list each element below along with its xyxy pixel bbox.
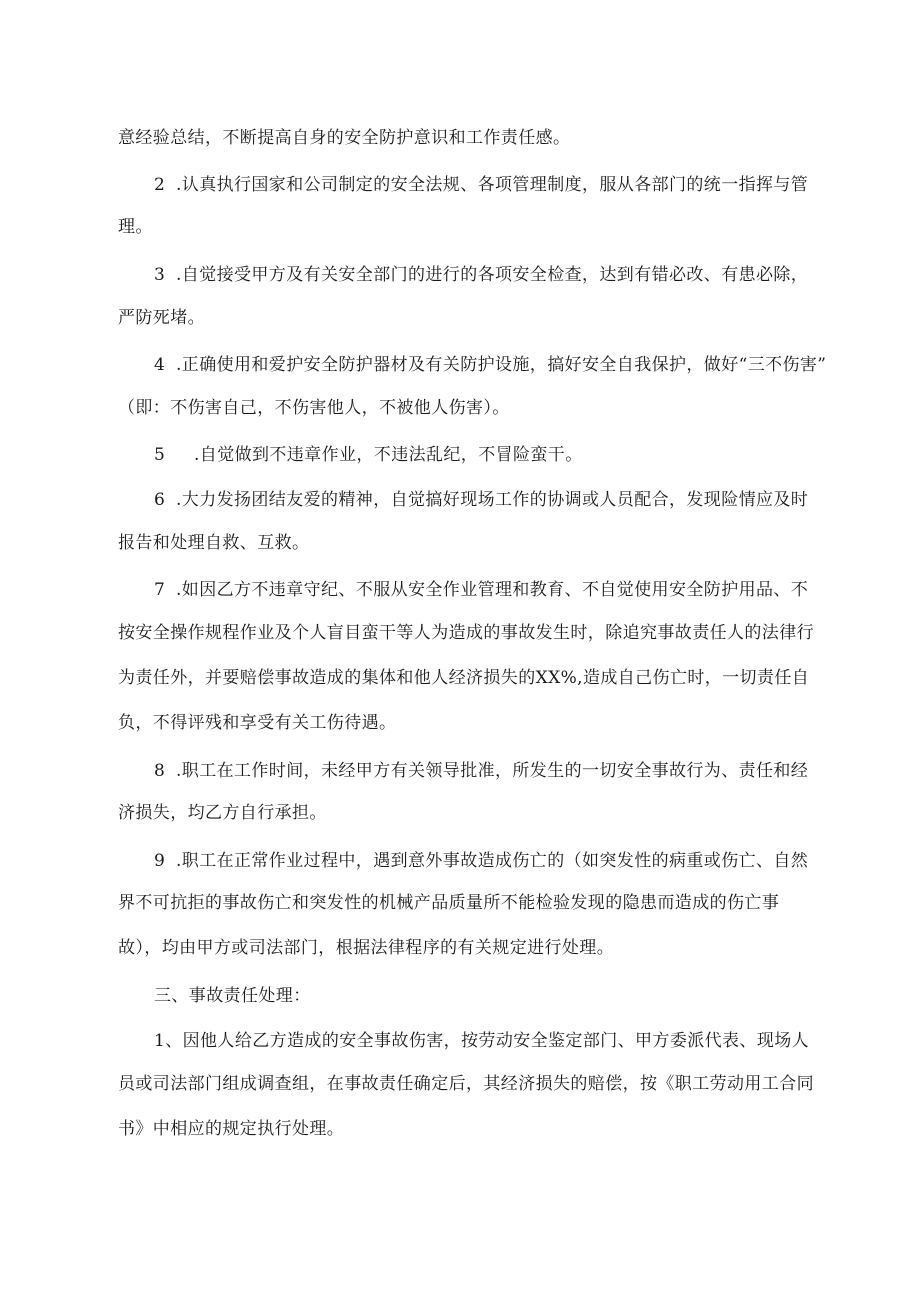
line-text: .自觉做到不违章作业，不违法乱纪，不冒险蛮干。 bbox=[194, 445, 583, 465]
text-line bbox=[118, 621, 814, 645]
line-text: 报告和处理自救、互救。 bbox=[118, 533, 310, 553]
list-item-8 bbox=[154, 759, 844, 783]
text-line bbox=[118, 126, 808, 150]
line-text: .职工在正常作业过程中，遇到意外事故造成伤亡的（如突发性的病重或伤亡、自然 bbox=[176, 851, 809, 871]
list-item-1 bbox=[154, 1029, 844, 1053]
line-text: 界不可抗拒的事故伤亡和突发性的机械产品质量所不能检验发现的隐患而造成的伤亡事 bbox=[118, 893, 780, 913]
line-text: 负，不得评残和享受有关工伤待遇。 bbox=[118, 713, 397, 733]
line-text: 员或司法部门组成调查组，在事故责任确定后，其经济损失的赔偿，按《职工劳动用工合同 bbox=[118, 1074, 814, 1094]
item-number: 2 bbox=[154, 175, 166, 195]
line-text: （即：不伤害自己，不伤害他人，不被他人伤害）。 bbox=[118, 398, 510, 418]
line-text: .大力发扬团结友爱的精神，自觉搞好现场工作的协调或人员配合，发现险情应及时 bbox=[176, 490, 809, 510]
line-text: 济损失，均乙方自行承担。 bbox=[118, 803, 327, 823]
text-line bbox=[118, 711, 808, 735]
list-item-6 bbox=[154, 488, 844, 512]
line-text: 按安全操作规程作业及个人盲目蛮干等人为造成的事故发生时，除追究事故责任人的法律行 bbox=[118, 623, 814, 643]
item-number: 7 bbox=[154, 580, 166, 600]
list-item-3 bbox=[154, 263, 844, 287]
item-number: 4 bbox=[154, 355, 166, 375]
line-text: 为责任外，并要赔偿事故造成的集体和他人经济损失的XX%,造成自己伤亡时，一切责任自 bbox=[118, 668, 810, 688]
text-line bbox=[118, 666, 808, 690]
list-item-7 bbox=[154, 578, 844, 602]
list-item-2 bbox=[154, 173, 844, 197]
item-number: 9 bbox=[154, 851, 166, 871]
item-number: 5 bbox=[154, 445, 166, 465]
line-text: .认真执行国家和公司制定的安全法规、各项管理制度，服从各部门的统一指挥与管 bbox=[176, 175, 809, 195]
section-heading bbox=[154, 984, 844, 1008]
text-line bbox=[118, 531, 808, 555]
line-text: 1、因他人给乙方造成的安全事故伤害，按劳动安全鉴定部门、甲方委派代表、现场人 bbox=[154, 1031, 810, 1051]
text-line bbox=[118, 306, 808, 330]
line-text: 理。 bbox=[118, 217, 153, 237]
line-text: 严防死堵。 bbox=[118, 308, 205, 328]
line-text: 意经验总结，不断提高自身的安全防护意识和工作责任感。 bbox=[118, 128, 571, 148]
text-line bbox=[118, 936, 808, 960]
list-item-9 bbox=[154, 849, 844, 873]
text-line bbox=[118, 215, 808, 239]
item-number: 6 bbox=[154, 490, 166, 510]
text-line bbox=[118, 396, 808, 420]
line-text: 故），均由甲方或司法部门，根据法律程序的有关规定进行处理。 bbox=[118, 938, 615, 958]
text-line bbox=[118, 1117, 808, 1141]
line-text: .自觉接受甲方及有关安全部门的进行的各项安全检查，达到有错必改、有患必除， bbox=[176, 265, 809, 285]
heading-text: 三、事故责任处理： bbox=[154, 986, 311, 1006]
line-text: 书》中相应的规定执行处理。 bbox=[118, 1119, 345, 1139]
text-line bbox=[118, 801, 808, 825]
text-line bbox=[118, 891, 808, 915]
list-item-5 bbox=[154, 443, 844, 467]
line-text: .正确使用和爱护安全防护器材及有关防护设施，搞好安全自我保护，做好“三不伤害” bbox=[176, 355, 827, 375]
line-text: .职工在工作时间，未经甲方有关领导批准，所发生的一切安全事故行为、责任和经 bbox=[176, 761, 809, 781]
list-item-4 bbox=[154, 353, 844, 377]
text-line bbox=[118, 1072, 814, 1096]
line-text: .如因乙方不违章守纪、不服从安全作业管理和教育、不自觉使用安全防护用品、不 bbox=[176, 580, 809, 600]
item-number: 3 bbox=[154, 265, 166, 285]
item-number: 8 bbox=[154, 761, 166, 781]
